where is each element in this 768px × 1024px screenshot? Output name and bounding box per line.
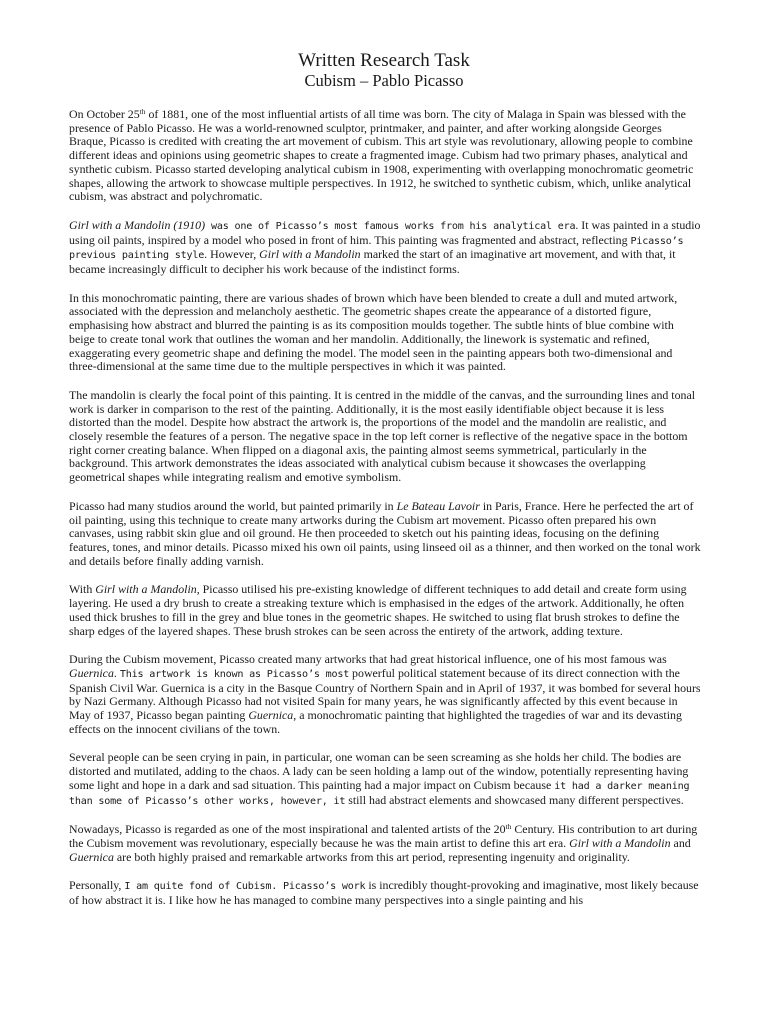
alt-font-text: it had a darker meaning than some of Picasso’s other works, however, it (69, 780, 690, 807)
paragraph (69, 879, 701, 907)
paragraph-text: During the Cubism movement, Picasso created many artworks that had great historical influence, one of his most famous was (69, 652, 667, 667)
alt-font-text: Picasso’s previous painting style (69, 235, 684, 262)
paragraph-text: are both highly praised and remarkable artworks from this art period, representing ingenuity and originality. (113, 849, 630, 864)
paragraph-text: in Paris, France. Here he perfected the art of oil painting, using this technique to create many artworks during the Cubism art movement. Picasso often prepared his own canvases, using rabbit skin glue and oil ground. He then proceeded to sketch out his painting ideas, focusing on the defining features, tones, and minor details. Picasso mixed his own oil paints, using linseed oil as a thinner, and then worked on the tonal work and details before finally adding varnish. (69, 498, 701, 568)
paragraph-text: On October 25 (69, 107, 140, 121)
paragraph (69, 292, 701, 374)
paragraph-text: Several people can be seen crying in pain, in particular, one woman can be seen screaming as she holds her child. The bodies are distorted and mutilated, adding to the chaos. A lady can be seen holding a lamp out of the window, potentially representing having some light and hope in a dark and sad situation. This painting had a major impact on Cubism because (69, 750, 689, 792)
alt-font-text: was one of Picasso’s most famous works from his analytical era (205, 220, 576, 232)
paragraph-text: still had abstract elements and showcased many different perspectives. (345, 792, 684, 807)
alt-font-text: I am quite fond of Cubism. Picasso’s work (124, 881, 366, 893)
superscript-text: th (139, 107, 146, 116)
paragraph-text: With (69, 582, 96, 597)
paragraph-text: Nowadays, Picasso is regarded as one of the most inspirational and talented artists of the 20 (69, 822, 506, 837)
paragraph-text: powerful political statement because of its direct connection with the Spanish Civil War. Guernica is a city in the Basque Country of Northern Spain and in April of 1937, it was bombed for several hours by Nazi Germany. Although Picasso had not visited Spain for many years, he was significantly affected by this event because in May of 1937, Picasso began painting (69, 665, 701, 723)
paragraph-text: Personally, (69, 878, 125, 893)
paragraph (69, 653, 701, 736)
paragraph (69, 500, 701, 569)
italic-text: Guernica (248, 708, 294, 723)
paragraph-text: , a monochromatic painting that highlighted the tragedies of war and its devasting effects on the innocent civilians of the town. (69, 708, 682, 736)
superscript-text: th (505, 822, 512, 832)
paragraph (69, 108, 701, 204)
italic-text: Guernica (69, 849, 114, 864)
italic-text: Le Bateau Lavoir (396, 498, 480, 513)
paragraph-text: The mandolin is clearly the focal point of this painting. It is centred in the middle of the canvas, and the surrounding lines and tonal work is darker in comparison to the rest of the painting. Additionally, it is the most easily identifiable object because it is less distorted than the model. Despite how abstract the artwork is, the proportions of the model and the mandolin are realistic, and closely resemble the features of a person. The negative space in the top left corner is reflective of the negative space in the bottom right corner creating balance. When flipped on a diagonal axis, the painting almost seems symmetrical, particularly in the background. This artwork demonstrates the ideas associated with analytical cubism because it showcases the overlapping geometrical shapes while integrating realism and emotive symbolism. (69, 387, 696, 485)
document-body (69, 108, 701, 923)
paragraph-text: . However, (204, 247, 260, 262)
italic-text: Girl with a Mandolin (1910) (69, 217, 206, 232)
alt-font-text: This artwork is known as Picasso’s most (119, 668, 350, 680)
paragraph-text: and (670, 835, 691, 850)
paragraph-text: In this monochromatic painting, there are various shades of brown which have been blended to create a dull and muted artwork, associated with the depression and melancholy aesthetic. The geometric shapes create the appearance of a distorted figure, emphasising how abstract and blurred the painting is as its composition moulds together. The subtle hints of blue combine with beige to create tonal work that outlines the woman and her mandolin. Additionally, the linework is systematic and refined, exaggerating every geometric shape and defining the model. The model seen in the painting appears both two-dimensional and three-dimensional at the same time due to the multiple perspectives in which it was painted. (69, 290, 678, 374)
paragraph (69, 389, 701, 485)
paragraph-text: Picasso utilised his pre-existing knowledge of different techniques to add detail and create form using layering. He used a dry brush to create a streaking texture which is emphasised in the edges of the artwork. Additionally, he often used thick brushes to fill in the grey and blue tones in the geometric shapes. He switched to using flat brush strokes to define the sharp edges of the layered shapes. These brush strokes can be seen across the entirety of the artwork, adding texture. (69, 582, 687, 638)
italic-text: Girl with a Mandolin (569, 835, 671, 850)
paragraph-text: . (113, 665, 120, 680)
paragraph-text: Century. His contribution to art during the Cubism movement was revolutionary, especially because he was the main artist to define this art era. (69, 822, 698, 850)
italic-text: Girl with a Mandolin, (95, 582, 200, 597)
document-subtitle: Cubism – Pablo Picasso (304, 71, 464, 90)
document-title: Written Research Task (298, 50, 470, 71)
paragraph (69, 219, 701, 277)
paragraph (69, 823, 701, 864)
paragraph-text: of 1881, one of the most influential artists of all time was born. The city of Malaga in Spain was blessed with the presence of Pablo Picasso. He was a world-renowned sculptor, printmaker, and painter, and after working alongside Georges Braque, Picasso is credited with creating the art movement of cubism. This art style was revolutionary, allowing people to combine different ideas and opinions using geometric shapes to create a fragmented image. Cubism had two primary phases, analytical and synthetic cubism. Picasso started developing analytical cubism in 1908, experimenting with overlapping monochromatic geometric shapes, allowing the artwork to showcase multiple perspectives. In 1912, he switched to synthetic cubism, which, unlike analytical cubism, was abstract and polychromatic. (69, 107, 694, 204)
paragraph (69, 751, 701, 808)
paragraph-text: . It was painted in a studio using oil paints, inspired by a model who posed in front of him. This painting was fragmented and abstract, reflecting (69, 217, 701, 247)
paragraph-text: Picasso had many studios around the world, but painted primarily in (69, 498, 397, 513)
italic-text: Guernica (69, 665, 114, 680)
paragraph (69, 583, 701, 638)
paragraph-text: marked the start of an imaginative art movement, and with that, it became increasingly difficult to decipher his work because of the indistinct forms. (69, 247, 676, 277)
italic-text: Girl with a Mandolin (259, 247, 361, 262)
paragraph-text: is incredibly thought-provoking and imaginative, most likely because of how abstract it is. I like how he has managed to combine many perspectives into a single painting and his (69, 878, 699, 908)
